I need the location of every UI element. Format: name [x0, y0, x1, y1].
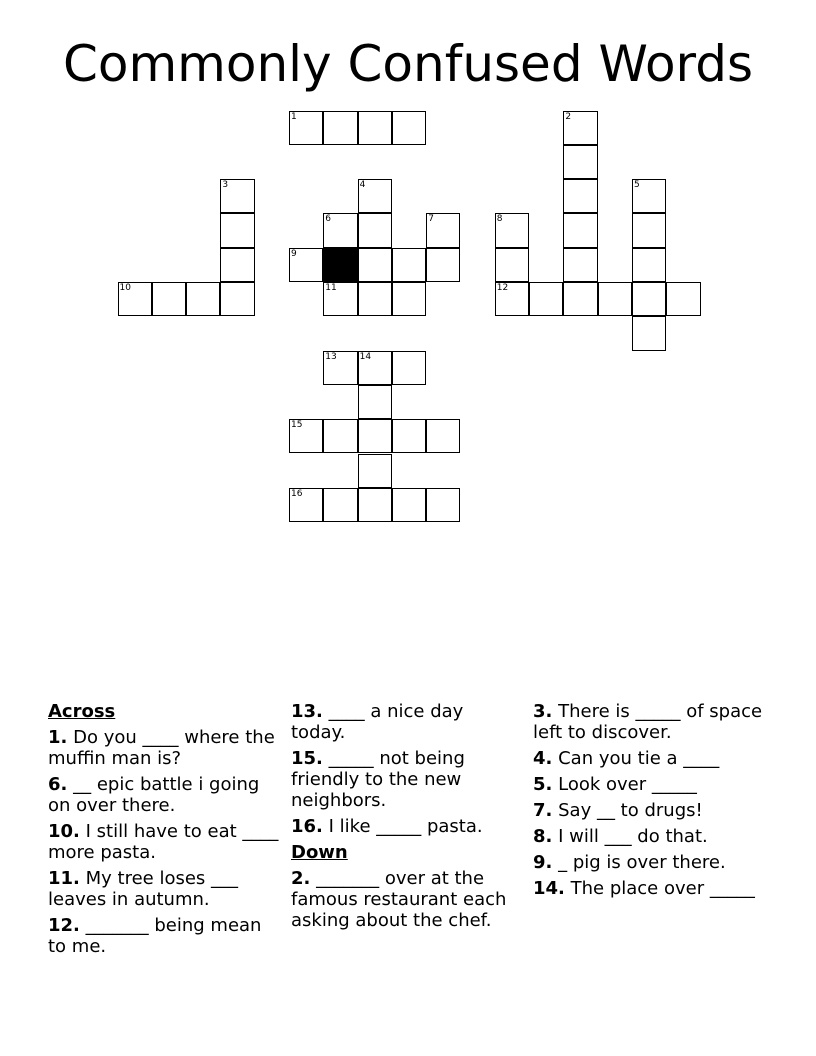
grid-cell[interactable] [563, 111, 597, 145]
grid-cell[interactable] [563, 179, 597, 213]
clue-number: 16 [291, 488, 303, 499]
grid-cell[interactable] [563, 282, 597, 316]
clue-number: 1 [291, 111, 297, 122]
grid-cell[interactable] [289, 419, 323, 453]
grid-cell[interactable] [495, 248, 529, 282]
grid-cell[interactable] [426, 488, 460, 522]
grid-cell[interactable] [426, 248, 460, 282]
clue-down-7: 7. Say __ to drugs! [533, 800, 703, 821]
clue-number: 8 [496, 214, 503, 225]
grid-cell[interactable] [358, 213, 392, 247]
grid-cell[interactable] [666, 282, 700, 316]
grid-cell[interactable] [529, 282, 563, 316]
grid-cell[interactable] [358, 282, 392, 316]
grid-cell[interactable] [358, 179, 392, 213]
grid-cell[interactable] [426, 213, 460, 247]
puzzle-title: Commonly Confused Words [62, 35, 754, 93]
grid-cell[interactable] [289, 488, 323, 522]
across-heading: Across [48, 701, 116, 722]
grid-cell[interactable] [358, 248, 392, 282]
clue-number: 2 [565, 111, 572, 122]
clue-number: 10 [119, 283, 131, 293]
grid-cell[interactable] [358, 419, 392, 453]
grid-cell[interactable] [323, 282, 357, 316]
clue-down-2: 2. _______ over at the famous restaurant each asking about the chef. [291, 868, 507, 931]
grid-cell[interactable] [289, 248, 323, 282]
clue-number: 13 [325, 351, 337, 362]
clue-across-16: 16. I like _____ pasta. [291, 816, 483, 837]
grid-cell[interactable] [392, 111, 426, 145]
down-heading: Down [291, 842, 348, 863]
grid-cell[interactable] [426, 419, 460, 453]
clue-number: 12 [496, 283, 509, 293]
clue-across-6: 6. __ epic battle i going on over there. [48, 774, 260, 816]
grid-cell[interactable] [632, 213, 666, 247]
clue-across-12: 12. _______ being mean to me. [48, 915, 262, 957]
grid-cell[interactable] [289, 111, 323, 145]
grid-cell[interactable] [220, 179, 254, 213]
clue-number: 9 [291, 248, 297, 259]
clue-across-13: 13. ____ a nice day today. [291, 701, 464, 743]
clue-number: 15 [291, 420, 303, 431]
clue-column-3 [533, 701, 763, 904]
grid-cell[interactable] [495, 213, 529, 247]
clue-number: 5 [634, 180, 640, 191]
grid-cell[interactable] [632, 248, 666, 282]
clue-across-1: 1. Do you ____ where the muffin man is? [48, 727, 275, 769]
grid-cell[interactable] [220, 213, 254, 247]
grid-cell[interactable] [323, 419, 357, 453]
clue-column-1 [48, 701, 280, 962]
grid-cell[interactable] [323, 488, 357, 522]
grid-cell[interactable] [323, 213, 357, 247]
black-square [323, 248, 357, 282]
grid-cell[interactable] [563, 213, 597, 247]
grid-cell[interactable] [392, 351, 426, 385]
clue-down-14: 14. The place over _____ [533, 878, 755, 899]
clue-across-11: 11. My tree loses ___ leaves in autumn. [48, 868, 239, 910]
grid-cell[interactable] [152, 282, 186, 316]
grid-cell[interactable] [220, 248, 254, 282]
grid-cell[interactable] [323, 111, 357, 145]
clue-number: 6 [325, 214, 332, 225]
clue-number: 14 [359, 351, 372, 362]
clue-down-4: 4. Can you tie a ____ [533, 748, 720, 769]
grid-cell[interactable] [358, 488, 392, 522]
grid-cell[interactable] [563, 248, 597, 282]
grid-cell[interactable] [632, 282, 666, 316]
clue-number: 7 [428, 214, 434, 225]
grid-cell[interactable] [632, 316, 666, 350]
grid-cell[interactable] [598, 282, 632, 316]
grid-cell[interactable] [392, 282, 426, 316]
grid-cell[interactable] [358, 454, 392, 488]
grid-cell[interactable] [392, 248, 426, 282]
grid-cell[interactable] [358, 111, 392, 145]
clue-across-15: 15. _____ not being friendly to the new neighbors. [291, 748, 465, 811]
clue-number: 4 [359, 180, 366, 191]
grid-cell[interactable] [323, 351, 357, 385]
clue-down-3: 3. There is _____ of space left to discover. [533, 701, 763, 743]
grid-cell[interactable] [392, 488, 426, 522]
grid-cell[interactable] [358, 385, 392, 419]
grid-cell[interactable] [563, 145, 597, 179]
clue-across-10: 10. I still have to eat ____ more pasta. [48, 821, 279, 863]
clue-column-2 [291, 701, 521, 936]
clue-down-9: 9. _ pig is over there. [533, 852, 726, 873]
grid-cell[interactable] [392, 419, 426, 453]
grid-cell[interactable] [220, 282, 254, 316]
grid-cell[interactable] [186, 282, 220, 316]
grid-cell[interactable] [118, 282, 152, 316]
clue-down-8: 8. I will ___ do that. [533, 826, 708, 847]
grid-cell[interactable] [495, 282, 529, 316]
clue-down-5: 5. Look over _____ [533, 774, 697, 795]
clue-number: 11 [325, 283, 337, 293]
grid-cell[interactable] [632, 179, 666, 213]
clue-number: 3 [222, 180, 229, 191]
grid-cell[interactable] [358, 351, 392, 385]
